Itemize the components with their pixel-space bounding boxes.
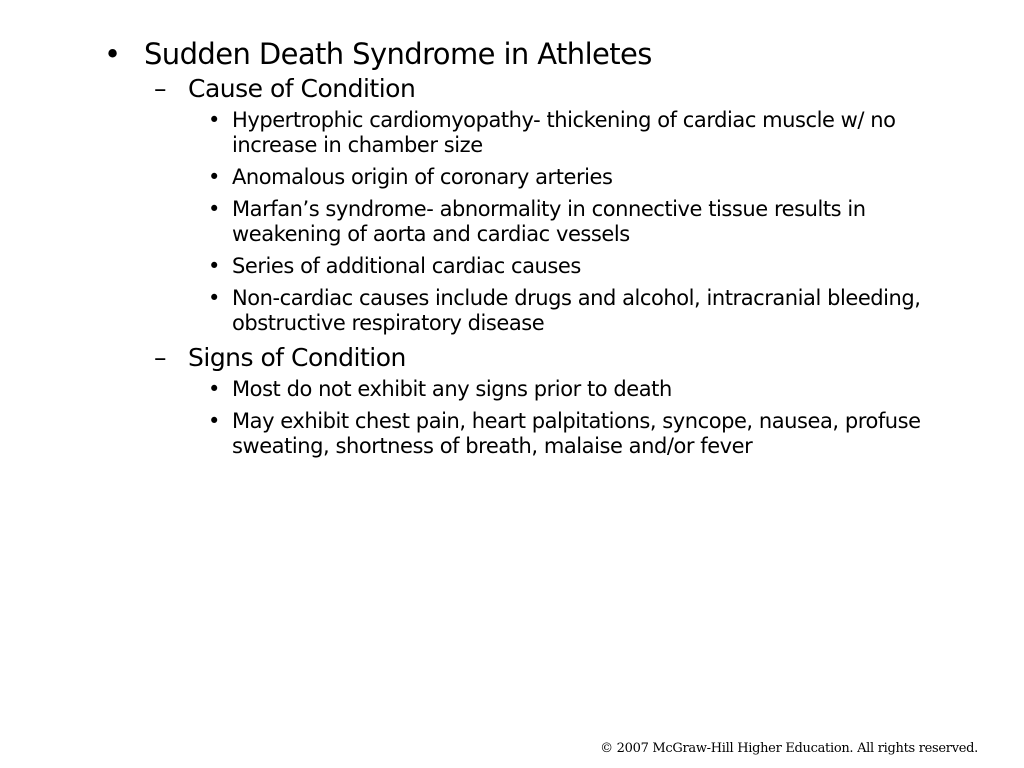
bullet-dot-icon: •	[208, 165, 220, 189]
list-item	[188, 197, 964, 247]
slide-title: Sudden Death Syndrome in Athletes	[144, 37, 652, 71]
list-item-text: Non-cardiac causes include drugs and alcohol, intracranial bleeding, obstructive respiratory disease	[232, 286, 921, 335]
cause-list	[188, 108, 964, 336]
list-item-text: Most do not exhibit any signs prior to death	[232, 377, 672, 401]
section-heading-label: Signs of Condition	[188, 343, 406, 372]
list-item-text: Anomalous origin of coronary arteries	[232, 165, 613, 189]
section-heading-label: Cause of Condition	[188, 74, 416, 103]
bullet-dot-icon: •	[208, 377, 220, 401]
bullet-dot-icon: •	[208, 108, 220, 132]
main-bullet	[104, 36, 964, 72]
list-item	[188, 409, 964, 459]
dash-bullet-icon: –	[154, 74, 166, 103]
list-item	[188, 254, 964, 279]
list-item-text: Series of additional cardiac causes	[232, 254, 581, 278]
slide-body	[104, 36, 964, 466]
list-item-text: Hypertrophic cardiomyopathy- thickening of cardiac muscle w/ no increase in chamber size	[232, 108, 896, 157]
bullet-dot-icon: •	[104, 37, 121, 71]
list-item	[188, 286, 964, 336]
list-item-text: Marfan’s syndrome- abnormality in connective tissue results in weakening of aorta and cardiac vessels	[232, 197, 866, 246]
list-item-text: May exhibit chest pain, heart palpitations, syncope, nausea, profuse sweating, shortness of breath, malaise and/or fever	[232, 409, 921, 458]
bullet-dot-icon: •	[208, 197, 220, 221]
bullet-dot-icon: •	[208, 409, 220, 433]
list-item	[188, 108, 964, 158]
copyright-footer: © 2007 McGraw-Hill Higher Education. All rights reserved.	[600, 741, 978, 756]
dash-bullet-icon: –	[154, 343, 166, 372]
bullet-dot-icon: •	[208, 286, 220, 310]
bullet-dot-icon: •	[208, 254, 220, 278]
list-item	[188, 377, 964, 402]
section-heading-signs	[146, 343, 964, 373]
list-item	[188, 165, 964, 190]
signs-list	[188, 377, 964, 459]
section-heading-cause	[146, 74, 964, 104]
